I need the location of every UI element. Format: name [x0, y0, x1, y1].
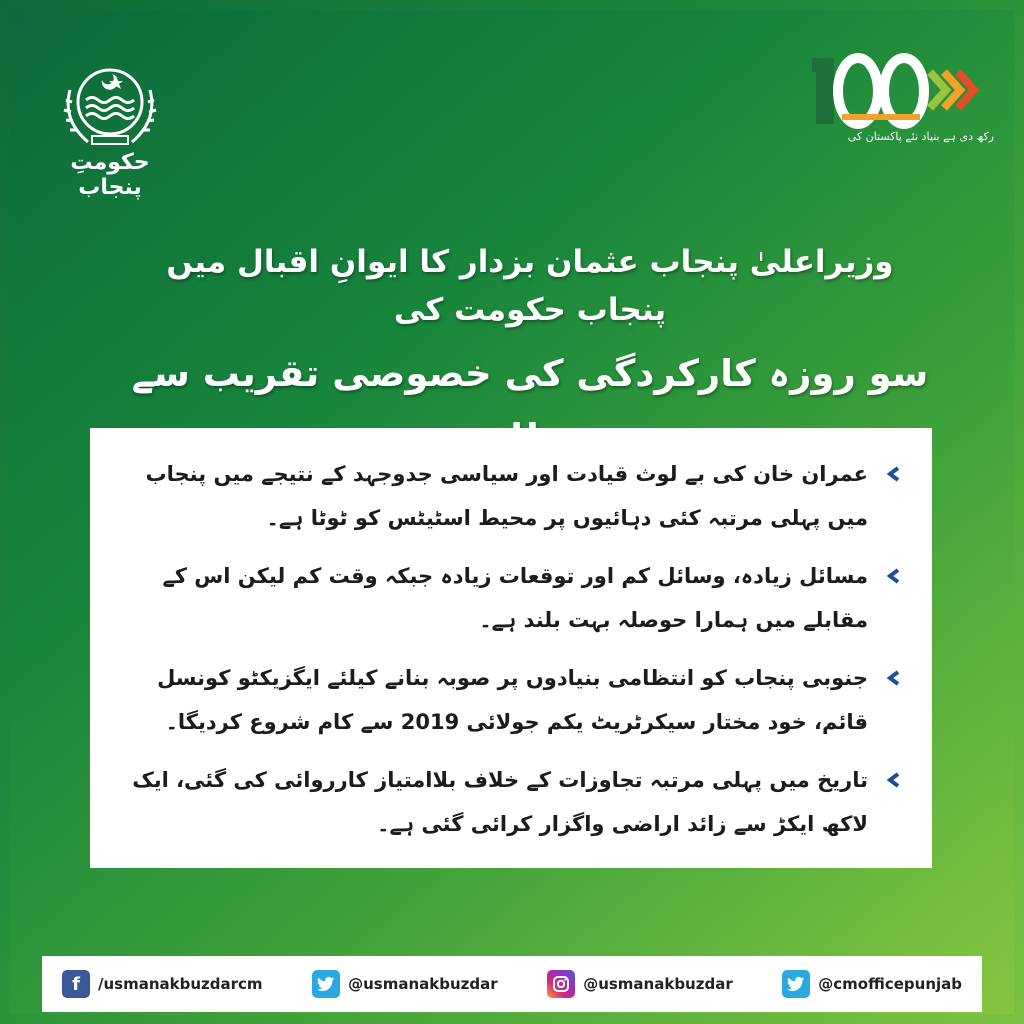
twitter-handle: @cmofficepunjab [818, 975, 962, 993]
twitter-link-cmofficepunjab[interactable] [782, 970, 962, 998]
headline-line-2: سو روزہ کارکردگی کی خصوصی تقریب سے [131, 352, 929, 395]
list-item [112, 656, 904, 744]
government-caption: حکومتِ پنجاب [70, 150, 150, 200]
bullet-arrow-icon [882, 466, 904, 482]
twitter-icon [782, 970, 810, 998]
bullet-text: عمران خان کی بے لوث قیادت اور سیاسی جدوجہد کے نتیجے میں پنجاب میں پہلی مرتبہ کئی دہائیوں پر محیط اسٹیٹس کو ٹوٹا ہے۔ [145, 462, 868, 530]
twitter-link-usmanakbuzdar[interactable] [312, 970, 498, 998]
bullet-text: تاریخ میں پہلی مرتبہ تجاوزات کے خلاف بلاامتیاز کارروائی کی گئی، ایک لاکھ ایکڑ سے زائد اراضی واگزار کرائی گئی ہے۔ [132, 768, 868, 836]
facebook-handle: /usmanakbuzdarcm [98, 975, 263, 993]
instagram-icon [547, 970, 575, 998]
twitter-handle: @usmanakbuzdar [348, 975, 498, 993]
headline-line-1: وزیراعلیٰ پنجاب عثمان بزدار کا ایوانِ اقبال میں پنجاب حکومت کی [166, 244, 894, 328]
list-item [112, 554, 904, 642]
bullet-text: جنوبی پنجاب کو انتظامی بنیادوں پر صوبہ بنانے کیلئے ایگزیکٹو کونسل قائم، خود مختار سیکرٹریٹ یکم جولائی 2019 سے کام شروع کردیگا۔ [157, 666, 868, 734]
bullet-arrow-icon [882, 670, 904, 686]
facebook-link[interactable] [62, 970, 263, 998]
campaign-tagline: رکھ دی ہے بنیاد نئے پاکستان کی [847, 130, 994, 143]
instagram-link[interactable] [547, 970, 733, 998]
list-item [112, 758, 904, 846]
content-card [90, 428, 932, 868]
social-footer [42, 956, 982, 1012]
instagram-handle: @usmanakbuzdar [583, 975, 733, 993]
list-item [112, 452, 904, 540]
twitter-icon [312, 970, 340, 998]
bullet-arrow-icon [882, 772, 904, 788]
bullet-arrow-icon [882, 568, 904, 584]
bullet-text: مسائل زیادہ، وسائل کم اور توقعات زیادہ جبکہ وقت کم لیکن اس کے مقابلے میں ہمارا حوصلہ بہت بلند ہے۔ [162, 564, 868, 632]
campaign-100-logo-icon [810, 50, 990, 160]
facebook-icon: f [62, 970, 90, 998]
